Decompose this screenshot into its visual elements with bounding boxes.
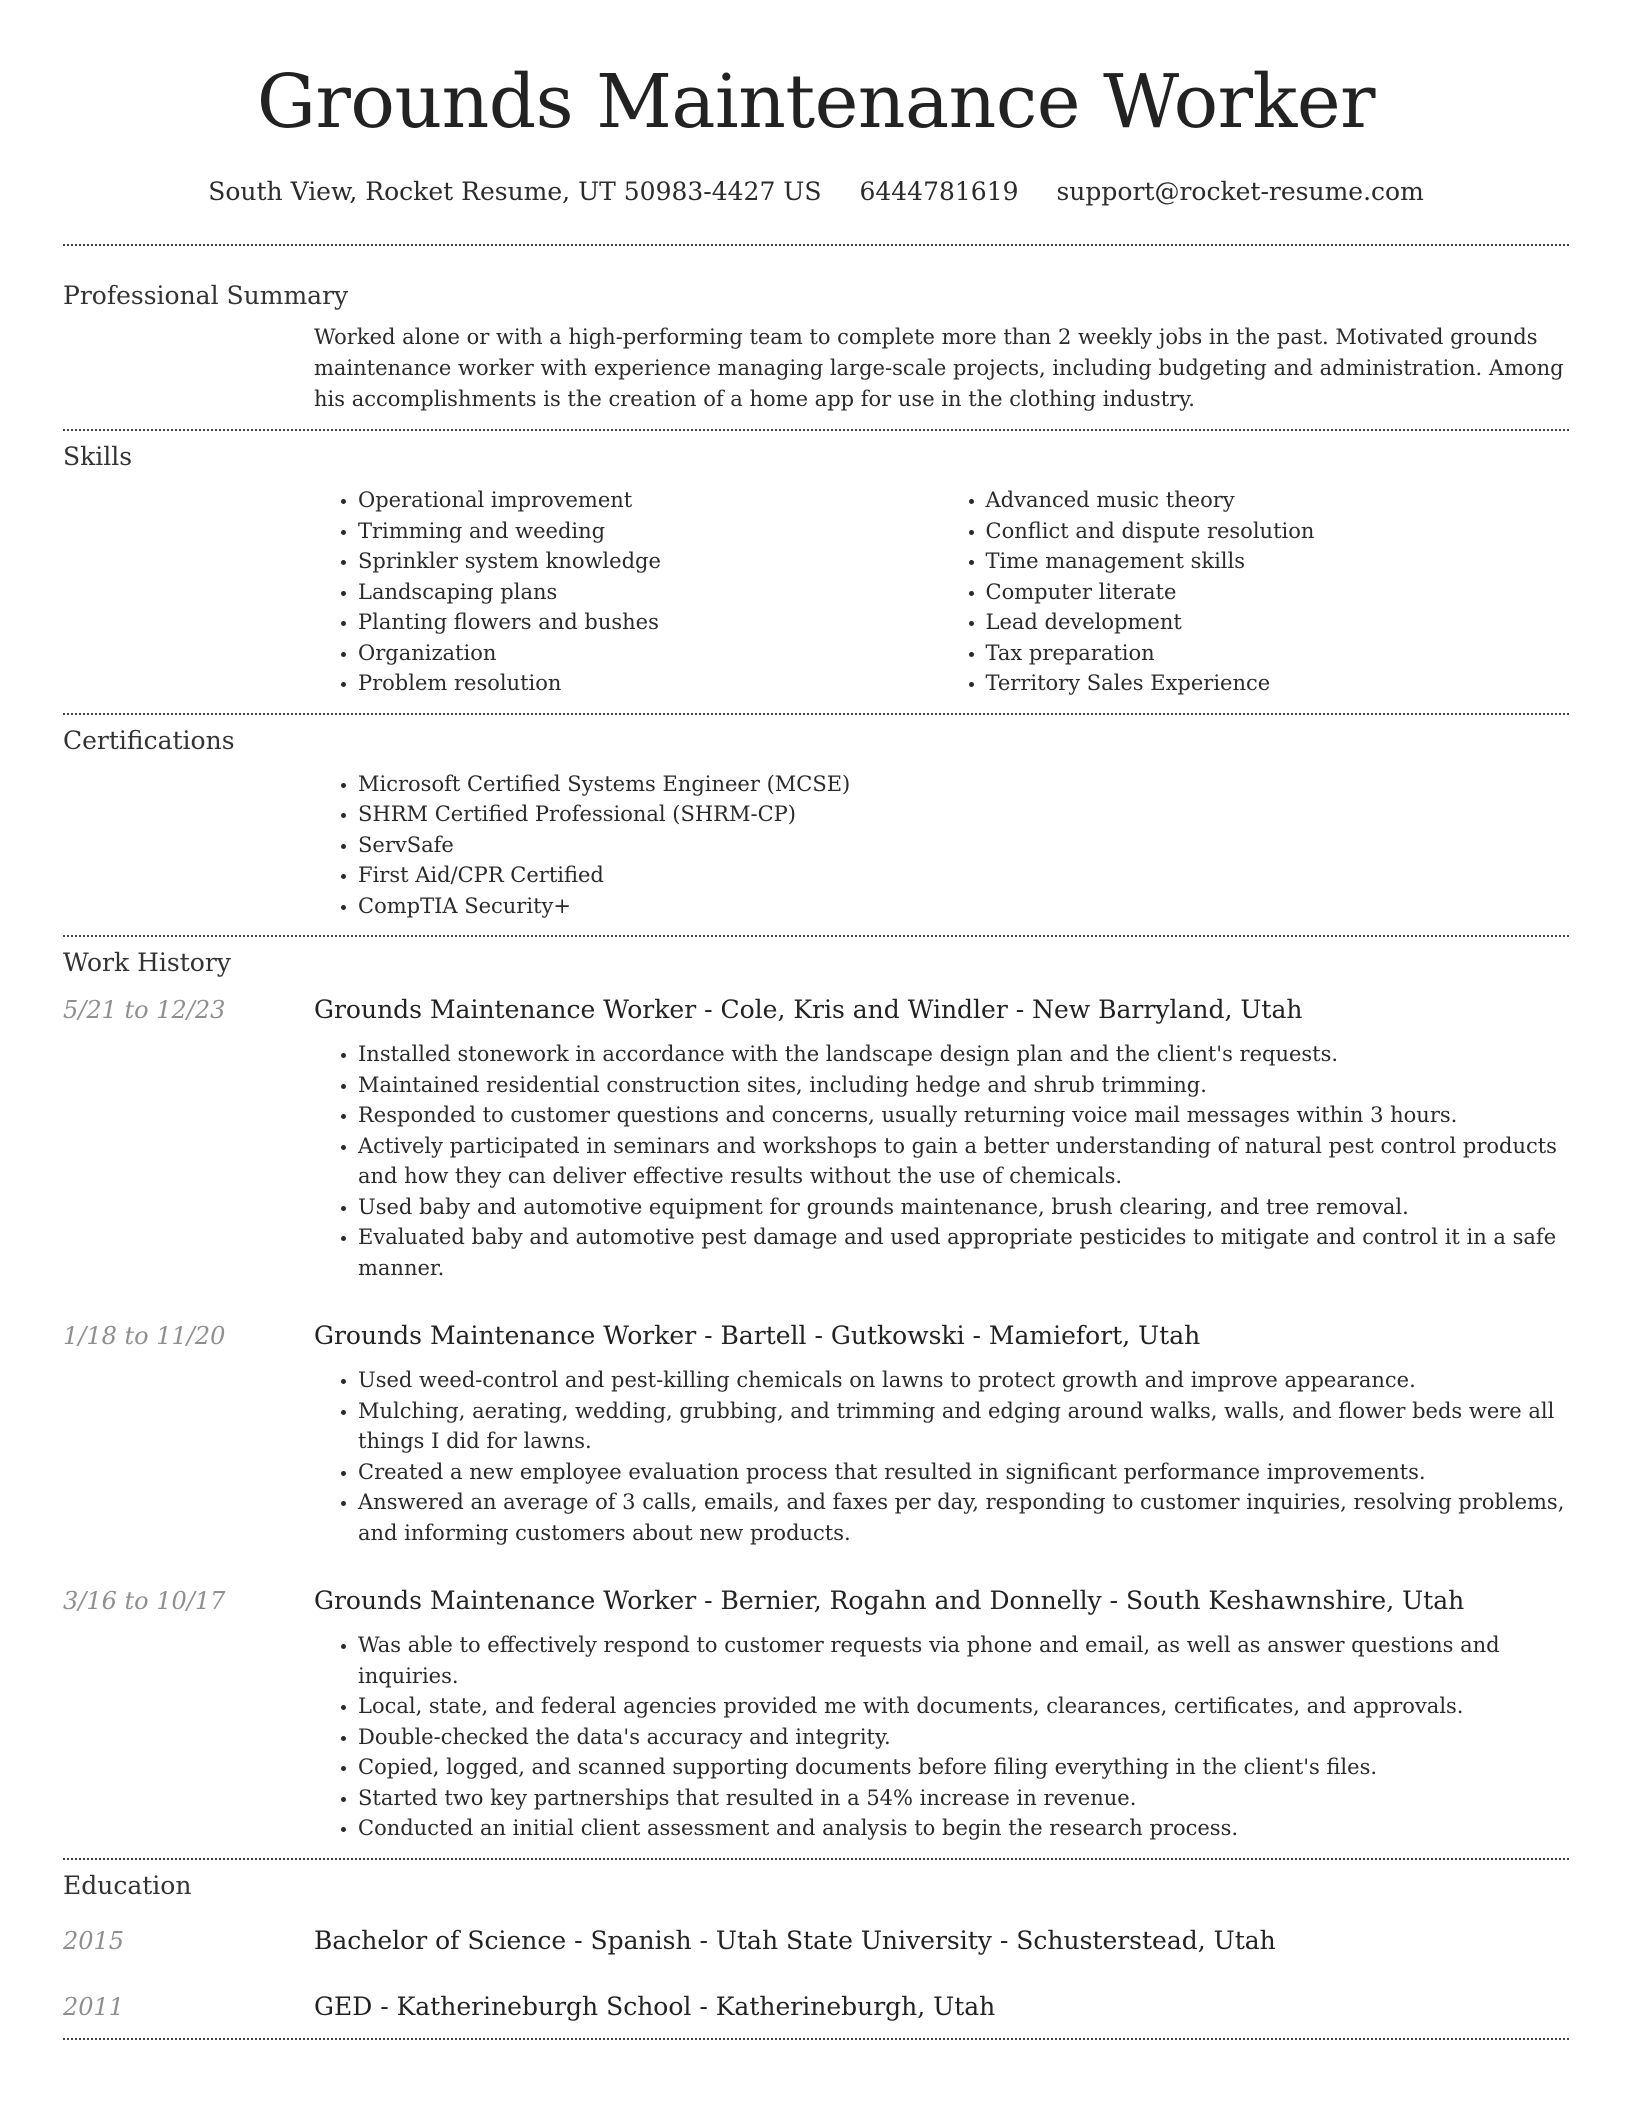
job-bullet: • Actively participated in seminars and workshops to gain a better understanding of natural pest control products and how they can deliver effective results without the use of chemicals. [358, 1131, 1569, 1192]
summary-text: Worked alone or with a high-performing team to complete more than 2 weekly jobs in the past. Motivated grounds maintenance worker with experience managing large-scale projects, including budgeting and administration. Among his accomplishments is the creation of a home app for use in the clothing industry. [314, 325, 1564, 411]
job-bullet: • Answered an average of 3 calls, emails, and faxes per day, responding to customer inquiries, resolving problems, and informing customers about new products. [358, 1487, 1569, 1548]
skill-item: • Lead development [986, 607, 1570, 638]
skill-item: • Time management skills [986, 546, 1570, 577]
job-bullet: • Installed stonework in accordance with the landscape design plan and the client's requests. [358, 1039, 1569, 1070]
education-section [63, 1860, 1569, 2038]
certifications-list [314, 769, 1569, 922]
contact-email: support@rocket-resume.com [1056, 177, 1424, 206]
summary-heading: Professional Summary [63, 281, 349, 310]
skill-item: • Tax preparation [986, 638, 1570, 669]
section-divider [63, 2038, 1569, 2040]
job-bullet: • Created a new employee evaluation process that resulted in significant performance improvements. [358, 1457, 1569, 1488]
job-bullet: • Double-checked the data's accuracy and integrity. [358, 1722, 1569, 1753]
job-bullets [314, 1365, 1569, 1548]
skills-heading: Skills [63, 442, 133, 471]
certification-item: • ServSafe [358, 830, 1569, 861]
certifications-section [63, 715, 1569, 936]
contact-line [63, 176, 1569, 208]
education-year: 2011 [63, 1992, 125, 2021]
resume-header [63, 0, 1569, 208]
skill-item: • Planting flowers and bushes [358, 607, 942, 638]
job-bullets [314, 1630, 1569, 1844]
job-bullet: • Local, state, and federal agencies provided me with documents, clearances, certificates, and approvals. [358, 1691, 1569, 1722]
job-bullet: • Was able to effectively respond to customer requests via phone and email, as well as answer questions and inquiries. [358, 1630, 1569, 1691]
skill-item: • Advanced music theory [986, 485, 1570, 516]
job-bullet: • Mulching, aerating, wedding, grubbing, and trimming and edging around walks, walls, and flower beds were all things I did for lawns. [358, 1396, 1569, 1457]
job-dates: 3/16 to 10/17 [63, 1587, 226, 1615]
skill-item: • Organization [358, 638, 942, 669]
certification-item: • CompTIA Security+ [358, 891, 1569, 922]
job-entry [63, 1584, 1569, 1844]
job-bullet: • Responded to customer questions and concerns, usually returning voice mail messages within 3 hours. [358, 1100, 1569, 1131]
skill-item: • Sprinkler system knowledge [358, 546, 942, 577]
job-bullet: • Conducted an initial client assessment and analysis to begin the research process. [358, 1813, 1569, 1844]
skill-item: • Problem resolution [358, 668, 942, 699]
education-degree: GED - Katherineburgh School - Katherineburgh, Utah [314, 1991, 996, 2021]
job-title: Grounds Maintenance Worker - Bernier, Rogahn and Donnelly - South Keshawnshire, Utah [314, 1586, 1465, 1615]
job-bullet: • Started two key partnerships that resulted in a 54% increase in revenue. [358, 1783, 1569, 1814]
skill-item: • Trimming and weeding [358, 516, 942, 547]
certifications-heading: Certifications [63, 725, 235, 755]
education-entry [63, 1924, 1569, 1958]
skill-item: • Landscaping plans [358, 577, 942, 608]
contact-address: South View, Rocket Resume, UT 50983-4427 US [208, 177, 822, 206]
work-history-section [63, 937, 1569, 1858]
candidate-name: Grounds Maintenance Worker [256, 59, 1376, 145]
job-bullet: • Used weed-control and pest-killing chemicals on lawns to protect growth and improve appearance. [358, 1365, 1569, 1396]
education-entry [63, 1990, 1569, 2024]
job-bullet: • Evaluated baby and automotive pest damage and used appropriate pesticides to mitigate and control it in a safe manner. [358, 1222, 1569, 1283]
skills-section [63, 431, 1569, 713]
contact-phone: 6444781619 [859, 177, 1019, 206]
skill-item: • Computer literate [986, 577, 1570, 608]
job-entry [63, 1319, 1569, 1548]
job-entry [63, 993, 1569, 1283]
education-year: 2015 [63, 1926, 125, 1955]
certification-item: • First Aid/CPR Certified [358, 860, 1569, 891]
skill-item: • Conflict and dispute resolution [986, 516, 1570, 547]
education-degree: Bachelor of Science - Spanish - Utah State University - Schusterstead, Utah [314, 1925, 1276, 1955]
job-bullet: • Copied, logged, and scanned supporting documents before filing everything in the client's files. [358, 1752, 1569, 1783]
summary-section [63, 246, 1569, 429]
education-heading: Education [63, 1870, 192, 1900]
skill-item: • Territory Sales Experience [986, 668, 1570, 699]
job-dates: 5/21 to 12/23 [63, 996, 226, 1024]
certification-item: • SHRM Certified Professional (SHRM-CP) [358, 799, 1569, 830]
job-bullet: • Used baby and automotive equipment for grounds maintenance, brush clearing, and tree removal. [358, 1192, 1569, 1223]
job-bullet: • Maintained residential construction sites, including hedge and shrub trimming. [358, 1070, 1569, 1101]
skills-list-right [942, 485, 1570, 699]
job-bullets [314, 1039, 1569, 1283]
skill-item: • Operational improvement [358, 485, 942, 516]
skills-list-left [314, 485, 942, 699]
job-title: Grounds Maintenance Worker - Bartell - Gutkowski - Mamiefort, Utah [314, 1321, 1201, 1350]
job-title: Grounds Maintenance Worker - Cole, Kris and Windler - New Barryland, Utah [314, 995, 1303, 1024]
work-history-heading: Work History [63, 948, 231, 977]
certification-item: • Microsoft Certified Systems Engineer (MCSE) [358, 769, 1569, 800]
job-dates: 1/18 to 11/20 [63, 1322, 226, 1350]
